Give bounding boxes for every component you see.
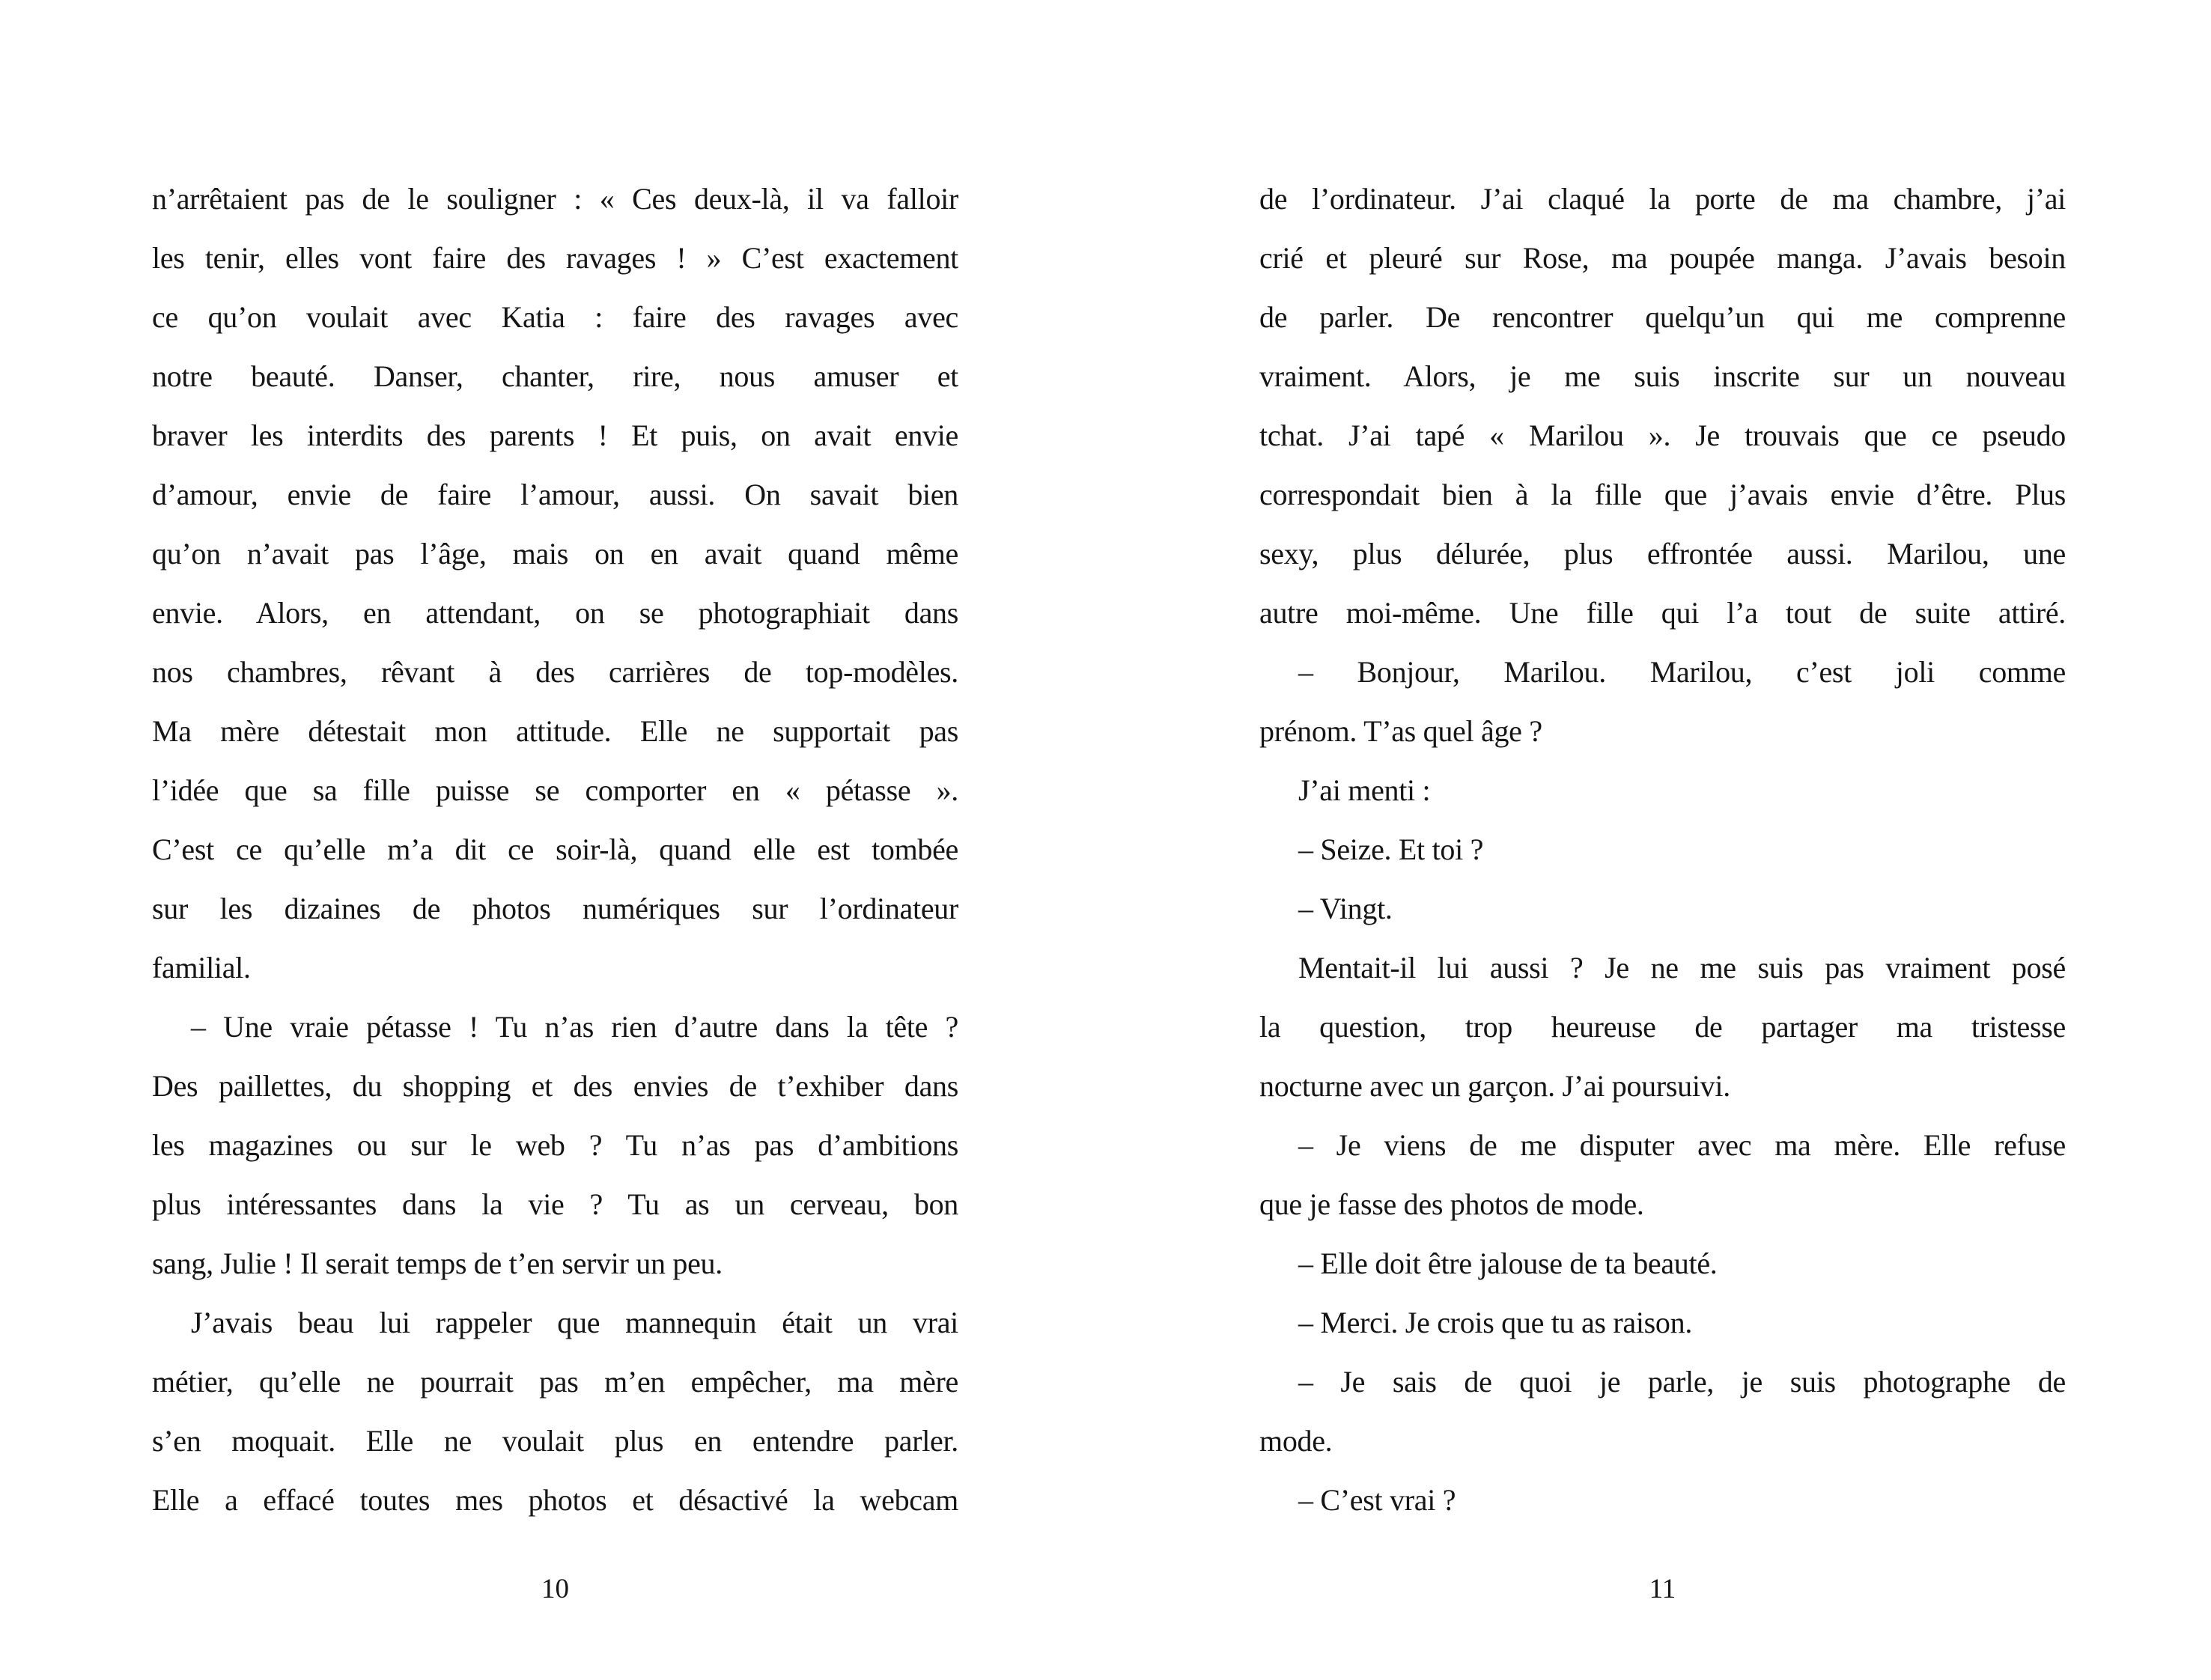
text-line: – Elle doit être jalouse de ta beauté. xyxy=(1298,1247,1718,1280)
text-line: Des paillettes, du shopping et des envies de t’exhiber dans xyxy=(152,1069,958,1103)
text-line: s’en moquait. Elle ne voulait plus en entendre parler. xyxy=(152,1424,958,1458)
text-line: – Une vraie pétasse ! Tu n’as rien d’autre dans la tête ? xyxy=(191,1010,958,1044)
page-right-number: 11 xyxy=(1649,1574,1676,1604)
page-right-text-block xyxy=(1259,169,2066,1530)
text-line: les magazines ou sur le web ? Tu n’as pas d’ambitions xyxy=(152,1128,958,1162)
text-line: tchat. J’ai tapé « Marilou ». Je trouvais que ce pseudo xyxy=(1259,419,2066,452)
text-line: la question, trop heureuse de partager ma tristesse xyxy=(1259,1010,2066,1044)
text-line: Elle a effacé toutes mes photos et désactivé la webcam xyxy=(152,1483,958,1517)
text-line: J’avais beau lui rappeler que mannequin était un vrai xyxy=(191,1306,958,1339)
text-line: métier, qu’elle ne pourrait pas m’en empêcher, ma mère xyxy=(152,1365,958,1399)
text-line: – Merci. Je crois que tu as raison. xyxy=(1298,1306,1693,1339)
text-line: – Je sais de quoi je parle, je suis photographe de xyxy=(1298,1365,2066,1399)
text-line: – Vingt. xyxy=(1298,892,1393,925)
text-line: familial. xyxy=(152,951,251,984)
text-line: n’arrêtaient pas de le souligner : « Ces deux-là, il va falloir xyxy=(152,182,958,216)
text-line: prénom. T’as quel âge ? xyxy=(1259,714,1542,748)
text-line: ce qu’on voulait avec Katia : faire des ravages avec xyxy=(152,300,958,334)
text-line: envie. Alors, en attendant, on se photographiait dans xyxy=(152,596,958,630)
text-line: plus intéressantes dans la vie ? Tu as un cerveau, bon xyxy=(152,1187,958,1221)
text-line: les tenir, elles vont faire des ravages ! » C’est exactement xyxy=(152,241,958,275)
text-line: J’ai menti : xyxy=(1298,773,1431,807)
text-line: nos chambres, rêvant à des carrières de top-modèles. xyxy=(152,655,958,689)
text-line: Ma mère détestait mon attitude. Elle ne supportait pas xyxy=(152,714,958,748)
text-line: – Seize. Et toi ? xyxy=(1298,833,1484,866)
text-line: C’est ce qu’elle m’a dit ce soir-là, quand elle est tombée xyxy=(152,833,958,866)
text-line: – C’est vrai ? xyxy=(1298,1483,1456,1517)
text-line: mode. xyxy=(1259,1424,1333,1458)
text-line: d’amour, envie de faire l’amour, aussi. On savait bien xyxy=(152,478,958,511)
text-line: – Bonjour, Marilou. Marilou, c’est joli comme xyxy=(1298,655,2066,689)
text-line: sur les dizaines de photos numériques sur l’ordinateur xyxy=(152,892,958,925)
text-line: de parler. De rencontrer quelqu’un qui me comprenne xyxy=(1259,300,2066,334)
text-line: nocturne avec un garçon. J’ai poursuivi. xyxy=(1259,1069,1730,1103)
text-line: vraiment. Alors, je me suis inscrite sur un nouveau xyxy=(1259,359,2066,393)
text-line: sexy, plus délurée, plus effrontée aussi. Marilou, une xyxy=(1259,537,2066,570)
text-line: de l’ordinateur. J’ai claqué la porte de ma chambre, j’ai xyxy=(1259,182,2066,216)
text-line: notre beauté. Danser, chanter, rire, nous amuser et xyxy=(152,359,958,393)
page-left-number: 10 xyxy=(541,1574,569,1604)
page-left-text-block xyxy=(152,169,958,1530)
text-line: – Je viens de me disputer avec ma mère. Elle refuse xyxy=(1298,1128,2066,1162)
text-line: sang, Julie ! Il serait temps de t’en servir un peu. xyxy=(152,1247,723,1280)
text-line: crié et pleuré sur Rose, ma poupée manga. J’avais besoin xyxy=(1259,241,2066,275)
text-line: l’idée que sa fille puisse se comporter en « pétasse ». xyxy=(152,773,958,807)
text-line: correspondait bien à la fille que j’avais envie d’être. Plus xyxy=(1259,478,2066,511)
page-right xyxy=(1106,0,2211,1680)
text-line: qu’on n’avait pas l’âge, mais on en avait quand même xyxy=(152,537,958,570)
text-line: autre moi-même. Une fille qui l’a tout de suite attiré. xyxy=(1259,596,2066,630)
text-line: braver les interdits des parents ! Et puis, on avait envie xyxy=(152,419,958,452)
text-line: Mentait-il lui aussi ? Je ne me suis pas vraiment posé xyxy=(1298,951,2066,984)
text-line: que je fasse des photos de mode. xyxy=(1259,1187,1644,1221)
page-left xyxy=(0,0,1105,1680)
